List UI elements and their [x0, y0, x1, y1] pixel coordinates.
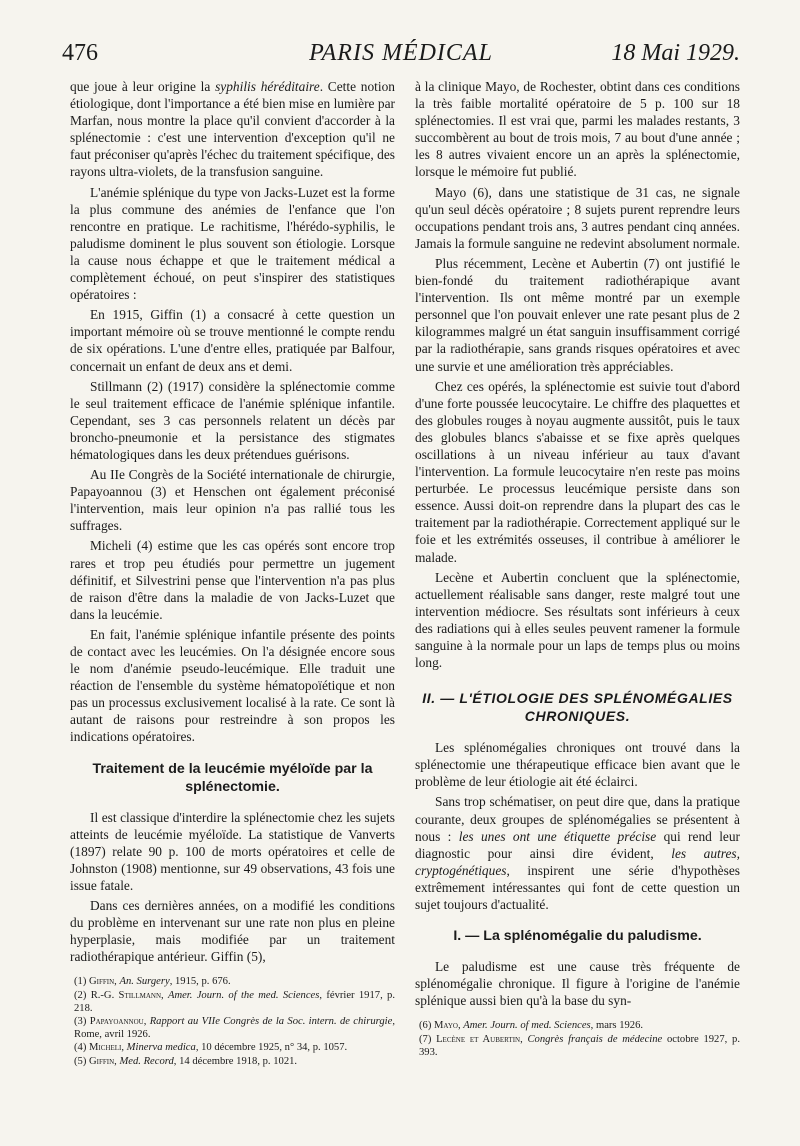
- paragraph: L'anémie splénique du type von Jacks-Luzet est la forme la plus commune des anémies de l'enfance que l'on rencontre en pratique. Le rachitisme, l'hérédo-syphilis, le paludisme dominent le plus souvent son étiologie. Lorsque la cause nous échappe et que le traitement médical a complètement échoué, on peut s'inspirer des statistiques opératoires :: [70, 184, 395, 303]
- left-column: [70, 78, 395, 1068]
- paragraph: En 1915, Giffin (1) a consacré à cette question un important mémoire où se trouve mentionné le compte rendu de six opérations. L'une d'entre elles, pratiquée par Balfour, concernait un enfant de deux ans et demi.: [70, 307, 395, 374]
- paragraph: Il est classique d'interdire la splénectomie chez les sujets atteints de leucémie myéloïde. La statistique de Vanverts (1897) relate 90 p. 100 de morts opératoires et celle de Johnston (1908) mentionne, sur 49 observations, 43 fois une issue fatale.: [70, 809, 395, 893]
- page-number: 476: [62, 40, 98, 66]
- paragraph: Le paludisme est une cause très fréquente de splénomégalie chronique. Il figure à l'origine de l'anémie splénique aussi bien qu'à la base du syn-: [415, 959, 740, 1009]
- paragraph: Chez ces opérés, la splénectomie est suivie tout d'abord d'une forte poussée leucocytaire. Le chiffre des plaquettes et des globules rouges à noyau augmente aussitôt, puis le taux des globules blancs s'abaisse et se fixe après quelques oscillations à un niveau inférieur au taux d'avant l'intervention. La formule leucocytaire n'en reste pas moins perturbée. Le processus leucémique persiste dans son essence. Aussi doit-on reprendre dans la plupart des cas le traitement par la radiothérapie. Correctement appliqué sur le foie et les extrémités osseuses, il contribue à améliorer le malade.: [415, 378, 740, 565]
- paragraph: Dans ces dernières années, on a modifié les conditions du problème en intervenant sur une rate non plus en pleine hyperplasie, mais modifiée par un traitement radiothérapique antérieur. Giffin (5),: [70, 898, 395, 965]
- paragraph: Lecène et Aubertin concluent que la splénectomie, actuellement réalisable sans danger, reste malgré tout une intervention médiocre. Ses résultats sont inférieurs à ceux des radiations qui à elles seules peuvent ramener la formule sanguine à la normale pour un laps de temps plus ou moins long.: [415, 569, 740, 671]
- footnote: (6) Mayo, Amer. Journ. of med. Sciences, mars 1926.: [419, 1020, 644, 1032]
- footnotes: [70, 975, 395, 1067]
- footnote: (3) Papayoannou, Rapport au VIIe Congrès de la Soc. intern. de chirurgie, Rome, avril 1926.: [74, 1016, 395, 1041]
- paragraph: que joue à leur origine la syphilis héréditaire. Cette notion étiologique, dont l'importance a été bien mise en lumière par Marfan, nous montre la place qu'il convient d'accorder à la splénectomie : c'est une intervention d'exception qu'il ne faut préconiser qu'après l'échec du traitement spécifique, des rayons ultra-violets, de la transfusion sanguine.: [70, 79, 395, 180]
- paragraph: Mayo (6), dans une statistique de 31 cas, ne signale qu'un seul décès opératoire ; 8 sujets purent reprendre leurs occupations pendant trois ans, 3 autres pendant cinq années. Jamais la formule sanguine ne redevint absolument normale.: [415, 184, 740, 251]
- section-subheading: Traitement de la leucémie myéloïde par la splénectomie.: [92, 760, 373, 795]
- footnotes: [415, 1019, 740, 1059]
- right-column: [415, 78, 740, 1059]
- paragraph: Au IIe Congrès de la Société internationale de chirurgie, Papayoannou (3) et Henschen ont également préconisé l'intervention, mais leur opinion n'a pas rallié tous les suffrages.: [70, 467, 395, 534]
- footnote: (1) Giffin, An. Surgery, 1915, p. 676.: [74, 976, 231, 988]
- issue-date: 18 Mai 1929.: [611, 40, 740, 66]
- footnote: (5) Giffin, Med. Record, 14 décembre 1918, p. 1021.: [74, 1055, 298, 1067]
- section-subheading: I. — La splénomégalie du paludisme.: [453, 928, 702, 945]
- paragraph: à la clinique Mayo, de Rochester, obtint dans ces conditions la très faible mortalité opératoire de 5 p. 100 sur 18 splénectomies. Il est vrai que, parmi les malades restants, 3 succombèrent au bout de trois mois, 7 au bout d'une année ; les 8 autres vivaient encore un an après la splénectomie, lorsque le mémoire fut publié.: [415, 79, 740, 180]
- footnote: (2) R.-G. Stillmann, Amer. Journ. of the med. Sciences, février 1917, p. 218.: [74, 989, 395, 1014]
- paragraph: Sans trop schématiser, on peut dire que, dans la pratique courante, deux groupes de splénomégalies se présentent à nous : les unes ont une étiquette précise qui rend leur diagnostic pour ainsi dire évident, les autres, cryptogénétiques, inspirent une série d'hypothèses extrêmement intéressantes qui font de cette question un sujet toujours d'actualité.: [415, 794, 741, 913]
- footnote: (4) Micheli, Minerva medica, 10 décembre 1925, n° 34, p. 1057.: [74, 1042, 348, 1054]
- section-heading: II. — L'ÉTIOLOGIE DES SPLÉNOMÉGALIES CHRONIQUES.: [422, 690, 733, 725]
- paragraph: Plus récemment, Lecène et Aubertin (7) ont justifié le bien-fondé du traitement radiothérapique avant l'intervention. Ils ont même montré par un exemple personnel que l'on pouvait enlever une rate pesant plus de 2 kilogrammes malgré un état sanguin insuffisamment corrigé par la radiothérapie, sans grands risques opératoires et avec une survie et une amélioration très appréciables.: [415, 255, 740, 374]
- running-header: [62, 40, 740, 74]
- paragraph: Les splénomégalies chroniques ont trouvé dans la splénectomie une thérapeutique efficace bien avant que le problème de leur étiologie ait été éclairci.: [415, 740, 740, 790]
- paragraph: En fait, l'anémie splénique infantile présente des points de contact avec les leucémies. On l'a désignée encore sous le nom d'anémie pseudo-leucémique. Elle traduit une réaction de l'ensemble du système hématopoïétique et non pas un processus exclusivement localisé à la rate. Ce sont là autant de raisons pour restreindre à son propos les indications opératoires.: [70, 626, 395, 745]
- journal-title: PARIS MÉDICAL: [309, 40, 493, 66]
- footnote: (7) Lecène et Aubertin, Congrès français de médecine octobre 1927, p. 393.: [419, 1033, 740, 1058]
- paragraph: Micheli (4) estime que les cas opérés sont encore trop rares et trop peu étudiés pour permettre un jugement définitif, et Silvestrini pense que l'intervention n'a pas plus de raison d'être dans la maladie de von Jacks-Luzet que dans la leucémie.: [70, 538, 395, 622]
- paragraph: Stillmann (2) (1917) considère la splénectomie comme le seul traitement efficace de l'anémie splénique infantile. Cependant, ses 3 cas personnels relatent un décès par broncho-pneumonie et la persistance des stigmates hématologiques dans les deux prétendues guérisons.: [70, 378, 395, 462]
